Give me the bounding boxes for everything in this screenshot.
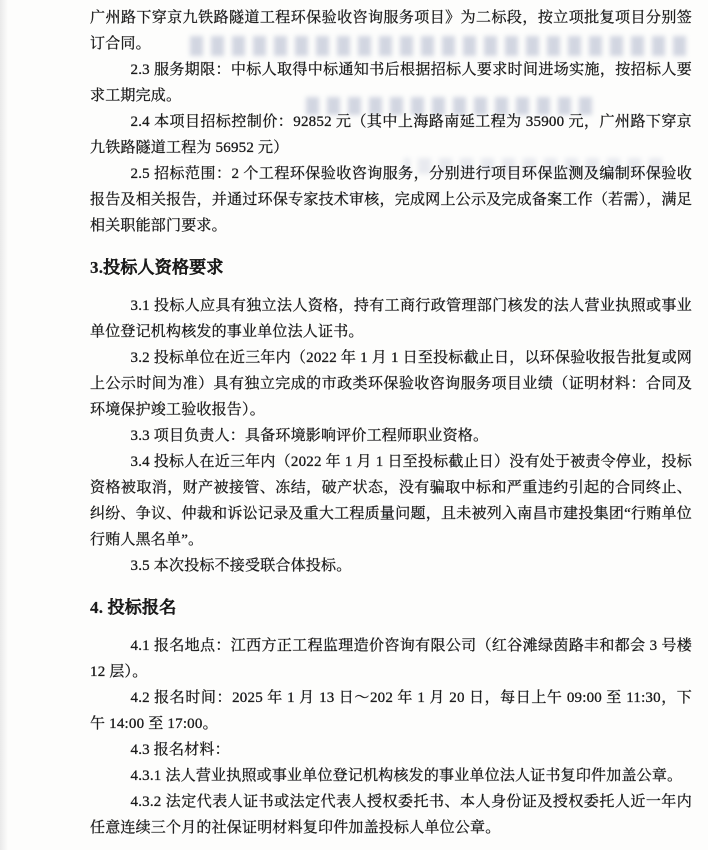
heading-3-qualification: 3.投标人资格要求	[90, 258, 224, 277]
clause-3-1-legal-person: 3.1 投标人应具有独立法人资格，持有工商行政管理部门核发的法人营业执照或事业单位登记机构核发的事业单位法人证书。	[90, 298, 692, 340]
clause-2-3-service-period: 2.3 服务期限：中标人取得中标通知书后根据招标人要求时间进场实施，按招标人要求工期完成。	[90, 62, 692, 104]
clause-2-5-tender-scope: 2.5 招标范围：2 个工程环保验收咨询服务，分别进行项目环保监测及编制环保验收报告及相关报告，并通过环保专家技术审核，完成网上公示及完成备案工作（若需），满足相关职能部门要求。	[90, 166, 692, 234]
document-body	[90, 5, 692, 841]
page-edge-shading	[0, 0, 8, 850]
clause-4-3-materials: 4.3 报名材料：	[130, 742, 230, 758]
clause-4-3-1-license: 4.3.1 法人营业执照或事业单位登记机构核发的事业单位法人证书复印件加盖公章。	[130, 768, 683, 784]
clause-3-2-track-record: 3.2 投标单位在近三年内（2022 年 1 月 1 日至投标截止日，以环保验收报告批复或网上公示时间为准）具有独立完成的市政类环保验收咨询服务项目业绩（证明材料：合同及环境保护竣工验收报告）。	[90, 350, 693, 418]
clause-2-4-control-price: 2.4 本项目招标控制价：92852 元（其中上海路南延工程为 35900 元，广州路下穿京九铁路隧道工程为 56952 元）	[90, 114, 692, 156]
clause-3-3-project-leader: 3.3 项目负责人：具备环境影响评价工程师职业资格。	[130, 428, 489, 444]
clause-4-1-location: 4.1 报名地点：江西方正工程监理造价咨询有限公司（红谷滩绿茵路丰和都会 3 号楼 12 层）。	[90, 638, 692, 680]
heading-4-registration: 4. 投标报名	[90, 598, 177, 617]
clause-4-3-2-representative: 4.3.2 法定代表人证书或法定代表人授权委托书、本人身份证及授权委托人近一年内任意连续三个月的社保证明材料复印件加盖投标人单位公章。	[90, 794, 692, 836]
para-continuation-top: 广州路下穿京九铁路隧道工程环保验收咨询服务项目》为二标段，按立项批复项目分别签订合同。	[90, 10, 692, 52]
clause-3-5-no-consortium: 3.5 本次投标不接受联合体投标。	[130, 558, 352, 574]
clause-3-4-no-violations: 3.4 投标人在近三年内（2022 年 1 月 1 日至投标截止日）没有处于被责令停业，投标资格被取消，财产被接管、冻结，破产状态，没有骗取中标和严重违约引起的合同终止、纠纷、争议、仲裁和诉讼记录及重大工程质量问题，且未被列入南昌市建投集团“行贿单位行贿人黑名单”。	[90, 454, 692, 548]
clause-4-2-time: 4.2 报名时间：2025 年 1 月 13 日～202 年 1 月 20 日，每日上午 09:00 至 11:30，下午 14:00 至 17:00。	[90, 690, 692, 732]
